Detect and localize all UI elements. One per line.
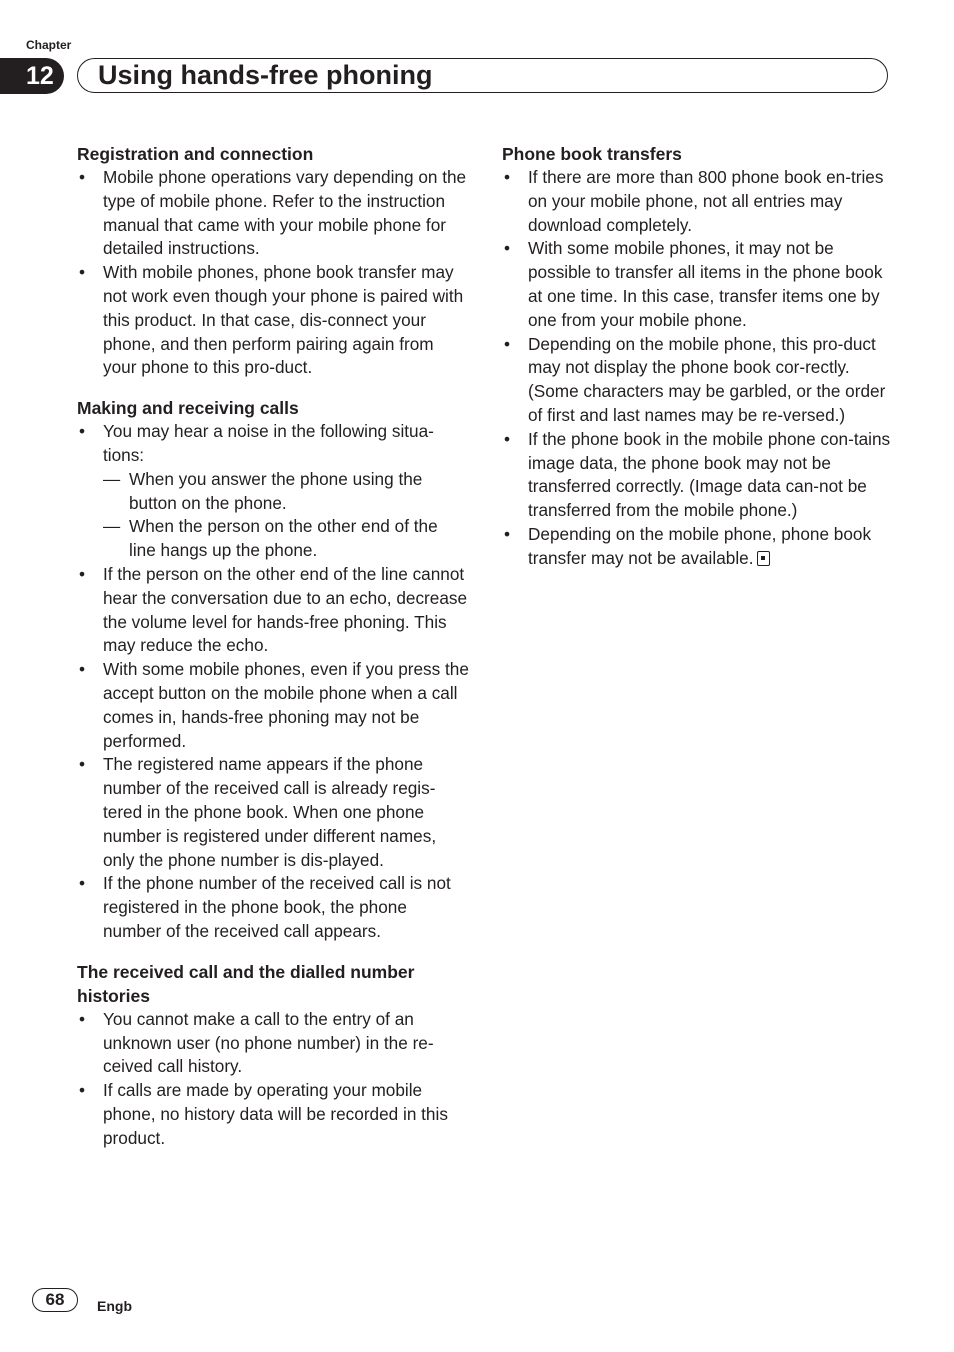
- end-of-section-icon: [757, 551, 770, 566]
- list-item: [77, 420, 469, 563]
- section-heading: Registration and connection: [77, 144, 314, 164]
- sub-list-item: — When the person on the other end of the line hangs up the phone.: [103, 515, 469, 563]
- page-number: 68: [32, 1288, 78, 1312]
- section-calls: [77, 396, 469, 944]
- list-item: [502, 523, 894, 571]
- list-item-text: You may hear a noise in the following situa-tions:: [103, 421, 434, 465]
- list-item-text: Depending on the mobile phone, phone book transfer may not be available.: [528, 523, 872, 568]
- chapter-number-badge: 12: [0, 58, 64, 94]
- list-item: • With some mobile phones, it may not be possible to transfer all items in the phone book at one time. In this case, transfer items one by one from your mobile phone.: [502, 237, 894, 332]
- list-item: • The registered name appears if the phone number of the received call is already regis-tered in the phone book. When one phone number is registered under different names, only the phone number is dis-played.: [77, 753, 469, 872]
- section-heading: Phone book transfers: [502, 144, 682, 164]
- list-item: • If the phone book in the mobile phone con-tains image data, the phone book may not be transferred correctly. (Image data can-not be transferred from the mobile phone.): [502, 428, 894, 523]
- section-phonebook: [502, 142, 894, 571]
- chapter-title: Using hands-free phoning: [98, 60, 433, 90]
- sub-list-item: — When you answer the phone using the button on the phone.: [103, 468, 469, 516]
- dash-list: [103, 468, 469, 563]
- list-item: • If there are more than 800 phone book en-tries on your mobile phone, not all entries may download completely.: [502, 166, 894, 237]
- list-item: • If calls are made by operating your mobile phone, no history data will be recorded in this product.: [77, 1079, 469, 1150]
- right-column: [502, 142, 894, 587]
- section-history: [77, 960, 469, 1151]
- bullet-list: [77, 166, 469, 380]
- left-column: [77, 142, 469, 1166]
- list-item: • Depending on the mobile phone, this pro-duct may not display the phone book cor-rectly. (Some characters may be garbled, or the order of first and last names may be re-versed.): [502, 333, 894, 428]
- list-item: • If the person on the other end of the line cannot hear the conversation due to an echo, decrease the volume level for hands-free phoning. This may reduce the echo.: [77, 563, 469, 658]
- list-item: • Mobile phone operations vary depending on the type of mobile phone. Refer to the instruction manual that came with your mobile phone for detailed instructions.: [77, 166, 469, 261]
- language-code: Engb: [97, 1298, 132, 1314]
- section-heading: The received call and the dialled number histories: [77, 961, 415, 1006]
- bullet-list: [77, 1008, 469, 1151]
- bullet-list: [77, 420, 469, 944]
- chapter-label: Chapter: [26, 38, 72, 52]
- list-item: • With mobile phones, phone book transfer may not work even though your phone is paired with this product. In that case, dis-connect your phone, and then perform pairing again from your phone to this pro-duct.: [77, 261, 469, 380]
- list-item: • You cannot make a call to the entry of an unknown user (no phone number) in the re-ceived call history.: [77, 1008, 469, 1079]
- section-heading: Making and receiving calls: [77, 398, 299, 419]
- list-item: • If the phone number of the received call is not registered in the phone book, the phone number of the received call appears.: [77, 872, 469, 943]
- list-item: • With some mobile phones, even if you press the accept button on the mobile phone when a call comes in, hands-free phoning may not be performed.: [77, 658, 469, 753]
- chapter-title-box: [77, 58, 888, 93]
- bullet-list: [502, 166, 894, 571]
- section-registration: [77, 142, 469, 380]
